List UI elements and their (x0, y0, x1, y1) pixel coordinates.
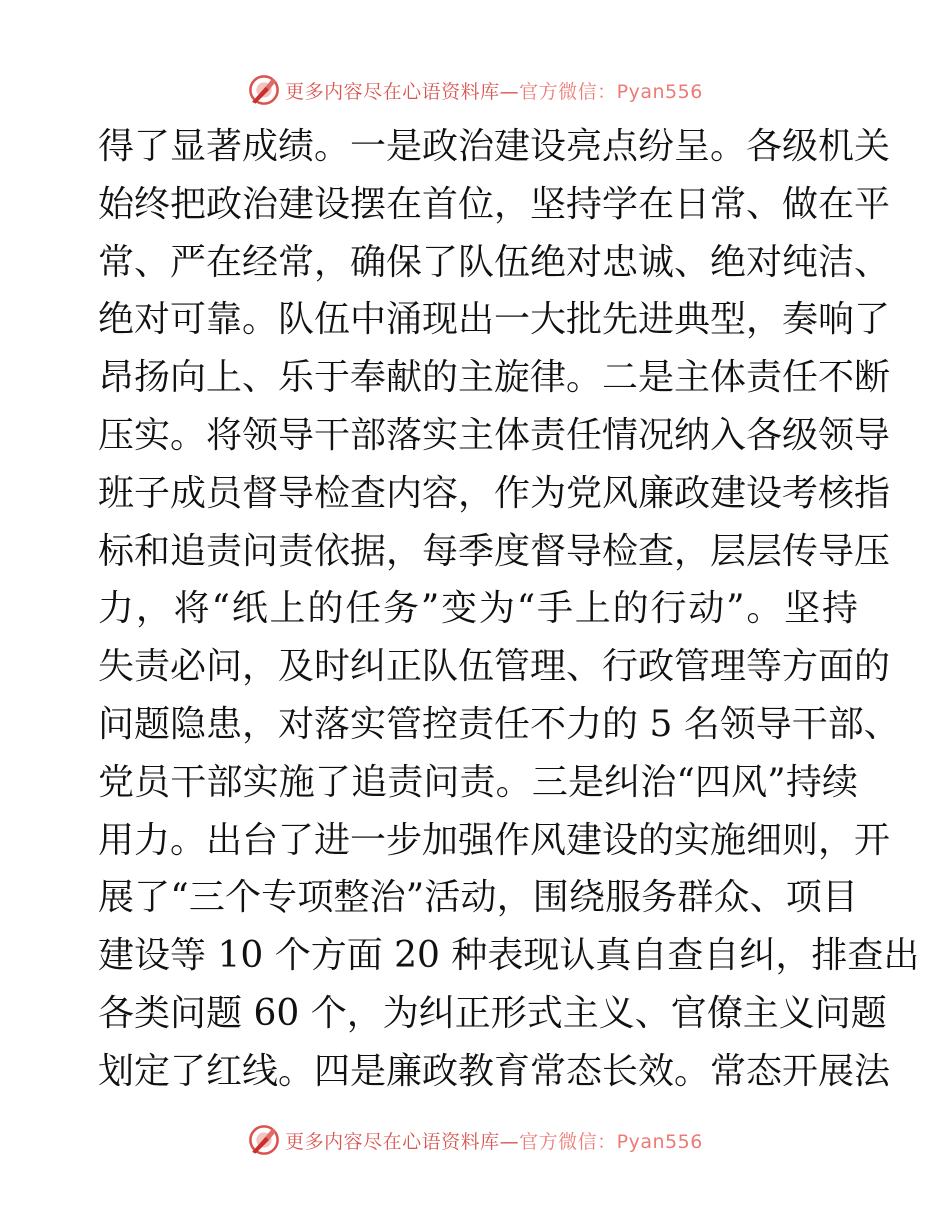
logo-icon (247, 1123, 281, 1157)
watermark-wechat: 官方微信：Pyan556 (519, 80, 703, 103)
body-line: 常、严在经常，确保了队伍绝对忠诚、绝对纯洁、 (98, 241, 891, 283)
body-line: 昂扬向上、乐于奉献的主旋律。二是主体责任不断 (98, 357, 891, 399)
body-line: 展了“三个专项整治”活动，围绕服务群众、项目 (98, 877, 858, 919)
body-line: 得了显著成绩。一是政治建设亮点纷呈。各级机关 (98, 126, 891, 167)
body-line: 各类问题 60 个，为纠正形式主义、官僚主义问题 (98, 992, 887, 1034)
body-line: 力，将“纸上的任务”变为“手上的行动”。坚持 (98, 588, 858, 630)
body-line: 问题隐患，对落实管控责任不力的 5 名领导干部、 (98, 703, 900, 745)
watermark-wechat: 官方微信：Pyan556 (519, 1130, 703, 1153)
body-line: 绝对可靠。队伍中涌现出一大批先进典型，奏响了 (98, 299, 891, 341)
header-watermark (0, 70, 950, 110)
document-body (98, 118, 920, 1101)
logo-icon (247, 73, 281, 107)
body-line: 标和追责问责依据，每季度督导检查，层层传导压 (98, 530, 891, 572)
body-line: 班子成员督导检查内容，作为党风廉政建设考核指 (98, 472, 891, 514)
body-line: 建设等 10 个方面 20 种表现认真自查自纠，排查出 (98, 935, 920, 977)
body-line: 划定了红线。四是廉政教育常态长效。常态开展法 (98, 1050, 891, 1092)
body-line: 压实。将领导干部落实主体责任情况纳入各级领导 (98, 414, 891, 456)
body-line: 始终把政治建设摆在首位，坚持学在日常、做在平 (98, 183, 891, 225)
body-line: 失责必问，及时纠正队伍管理、行政管理等方面的 (98, 646, 891, 688)
watermark-text: 更多内容尽在心语资料库— (285, 80, 520, 103)
body-line: 用力。出台了进一步加强作风建设的实施细则，开 (98, 819, 891, 861)
body-line: 党员干部实施了追责问责。三是纠治“四风”持续 (98, 761, 858, 803)
watermark-text: 更多内容尽在心语资料库— (285, 1130, 520, 1153)
footer-watermark (0, 1120, 950, 1160)
